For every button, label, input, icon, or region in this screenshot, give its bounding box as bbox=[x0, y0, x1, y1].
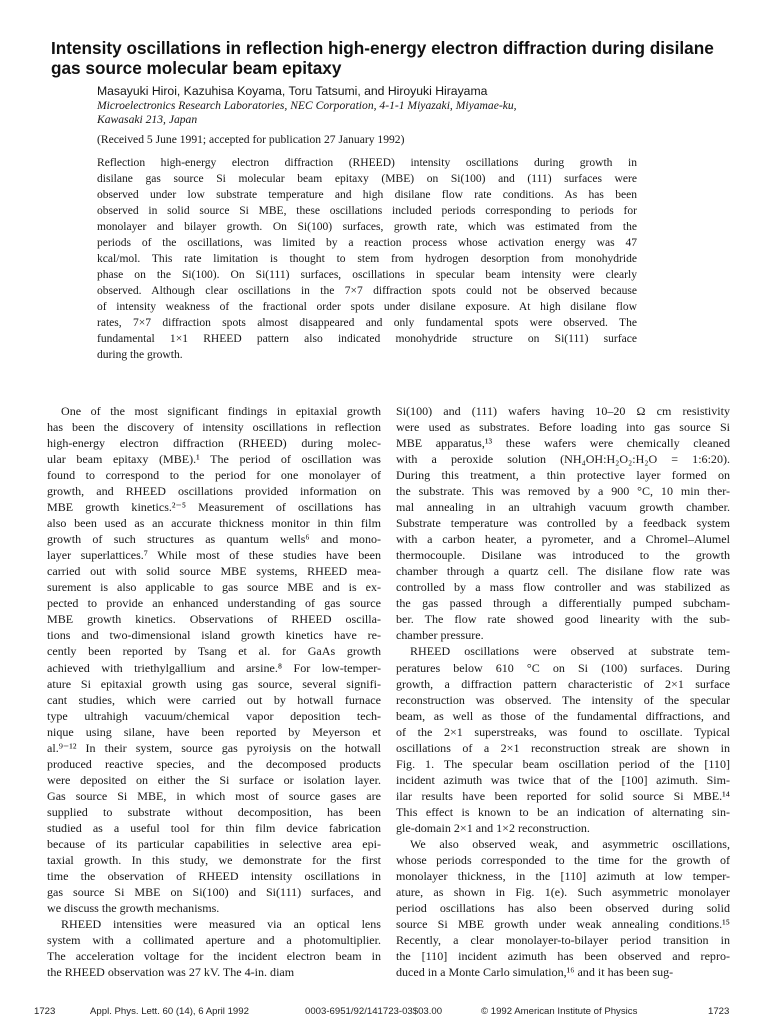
abstract-line: observed. Although clear oscillations in the 7×7 diffraction spots could not be observed because bbox=[97, 285, 637, 297]
page-number-left: 1723 bbox=[34, 1006, 56, 1017]
left-column bbox=[47, 403, 381, 980]
affiliation bbox=[97, 99, 737, 127]
abstract bbox=[97, 155, 637, 363]
body-text-line: RHEED intensities were measured via an optical lens bbox=[61, 917, 381, 931]
body-text-line: period oscillations has also been observed during solid bbox=[396, 900, 730, 915]
body-text-line: growth of such structures as quantum wells⁶ and mono- bbox=[47, 532, 381, 547]
body-text-line: tions and two-dimensional island growth kinetics have re- bbox=[47, 628, 381, 643]
body-text-line: ature Si epitaxial growth using gas source, several signifi- bbox=[47, 676, 381, 691]
page-footer bbox=[0, 1005, 775, 1021]
body-text-line: produced reactive species, and the decomposed products bbox=[47, 756, 381, 771]
body-text-line: of the 2×1 superstreaks, was found to oscillate. Typical bbox=[396, 724, 730, 739]
body-text-line: whose periods corresponded to the time for the growth of bbox=[396, 852, 730, 867]
body-text-line: ber. The flow rate showed good linearity with the sub- bbox=[396, 612, 730, 627]
body-text-line: the gas passed through a differentially pumped subcham- bbox=[396, 596, 730, 611]
body-text-line: surement is also applicable to gas source MBE and is ex- bbox=[47, 580, 381, 595]
body-text-line: studied as a useful tool for thin film device fabrication bbox=[47, 820, 381, 835]
body-text-line: with a peroxide solution (NH₄OH:H₂O₂:H₂O = 1:6:20). bbox=[396, 452, 730, 467]
body-text-line: pected to provide an enhanced understanding of gas source bbox=[47, 596, 381, 611]
body-text-line: We also observed weak, and asymmetric oscillations, bbox=[410, 836, 730, 851]
body-text-line: al.⁹⁻¹² In their system, source gas pyroiysis on the hotwall bbox=[47, 740, 381, 755]
body-text-line: chamber through a quartz cell. The disilane flow rate was bbox=[396, 564, 730, 579]
body-text-line: the [110] incident azimuth has been observed and repro- bbox=[396, 949, 730, 964]
body-text-line: nique using silane, have been reported by Meyerson et bbox=[47, 724, 381, 739]
body-text-line: cently been reported by Tsang et al. for GaAs growth bbox=[47, 644, 381, 659]
copyright-notice: © 1992 American Institute of Physics bbox=[481, 1006, 638, 1017]
body-text-line: source Si MBE growth under weak annealing conditions.¹⁵ bbox=[396, 917, 730, 931]
body-text-line: During this treatment, a thin protective layer formed on bbox=[396, 468, 730, 483]
body-text-line: were deposited on either the Si surface or isolation layer. bbox=[47, 772, 381, 787]
body-text-line: found to correspond to the period for one monolayer of bbox=[47, 468, 381, 483]
body-text-line: thermocouple. Disilane was introduced to the growth bbox=[396, 548, 730, 563]
abstract-line: kcal/mol. This rate limitation is thought to stem from hydrogen desorption from monohydride bbox=[97, 253, 637, 265]
body-text-line: gas source Si MBE on Si(100) and Si(111) surfaces, and bbox=[47, 884, 381, 899]
body-text-line: type ultrahigh vacuum/chemical vapor deposition tech- bbox=[47, 708, 381, 723]
body-text-line: MBE growth kinetics. Observations of RHEED oscilla- bbox=[47, 612, 381, 627]
article-code: 0003-6951/92/141723-03$03.00 bbox=[305, 1006, 443, 1017]
body-text-line: This effect is known to be an indication of alternating sin- bbox=[396, 804, 730, 819]
body-text-line: peratures below 610 °C on Si (100) surfaces. During bbox=[396, 660, 730, 675]
abstract-line: observed in solid source Si MBE, these oscillations included periods corresponding to periods for bbox=[97, 205, 637, 217]
body-text-line: were used as substrates. Before loading into gas source Si bbox=[396, 420, 730, 435]
body-text-line: supplied to substrate without decomposition, has been bbox=[47, 804, 381, 819]
body-text-line: Substrate temperature was controlled by a feedback system bbox=[396, 516, 730, 531]
abstract-line: phase on the Si(100). On Si(111) surfaces, oscillations in specular beam intensity were clearly bbox=[97, 269, 637, 281]
body-text-line: ular beam epitaxy (MBE).¹ The period of oscillation was bbox=[47, 452, 381, 467]
abstract-line: periods of the oscillations, was limited by a reaction process whose activation energy was 47 bbox=[97, 237, 637, 249]
body-text-line: RHEED oscillations were observed at substrate tem- bbox=[410, 644, 730, 659]
body-text-line: ilar results have been reported for solid source Si MBE.¹⁴ bbox=[396, 788, 730, 803]
body-text-line: beam, as well as those of the fundamental diffractions, and bbox=[396, 708, 730, 723]
body-text-line: because of its particular capabilities in selective area epi- bbox=[47, 836, 381, 851]
body-text-line: carried out with solid source MBE systems, RHEED mea- bbox=[47, 564, 381, 579]
body-text-line: MBE apparatus,¹³ these wafers were chemically cleaned bbox=[396, 436, 730, 451]
body-text-line: taxial growth. In this study, we demonstrate for the first bbox=[47, 852, 381, 867]
body-text-line: MBE growth kinetics.²⁻⁵ Measurement of oscillations has bbox=[47, 500, 381, 515]
abstract-line: monolayer and bilayer growth. On Si(100) surfaces, growth rate, which was estimated from the bbox=[97, 221, 637, 233]
body-text-line: The acceleration voltage for the incident electron beam in bbox=[47, 949, 381, 964]
body-text-line: reconstruction was observed. The intensity of the specular bbox=[396, 692, 730, 707]
body-text-line: chamber pressure. bbox=[396, 628, 484, 643]
abstract-line: observed under low substrate temperature and high disilane flow rate conditions. As has been bbox=[97, 189, 637, 201]
abstract-line: during the growth. bbox=[97, 349, 183, 361]
author-list: Masayuki Hiroi, Kazuhisa Koyama, Toru Tatsumi, and Hiroyuki Hirayama bbox=[97, 84, 488, 98]
body-text-line: we discuss the growth mechanisms. bbox=[47, 900, 220, 915]
body-text-line: high-energy electron diffraction (RHEED) during molec- bbox=[47, 436, 381, 451]
body-text-line: layer superlattices.⁷ While most of these studies have been bbox=[47, 548, 381, 563]
abstract-line: Reflection high-energy electron diffraction (RHEED) intensity oscillations during growth in bbox=[97, 157, 637, 169]
body-text-line: One of the most significant findings in epitaxial growth bbox=[61, 404, 381, 418]
body-text-line: has been the discovery of intensity oscillations in reflection bbox=[47, 420, 381, 435]
body-text-line: the substrate. This was removed by a 900 °C, 10 min ther- bbox=[396, 484, 730, 499]
body-text-line: with a carbon heater, a pyrometer, and a Chromel–Alumel bbox=[396, 532, 730, 547]
body-text-line: Gas source Si MBE, in which most of source gases are bbox=[47, 788, 381, 803]
body-text-line: Recently, a clear monolayer-to-bilayer period transition in bbox=[396, 933, 730, 948]
abstract-line: disilane gas source Si molecular beam epitaxy (MBE) on Si(100) and (111) surfaces were bbox=[97, 173, 637, 185]
body-text-line: gle-domain 2×1 and 1×2 reconstruction. bbox=[396, 820, 590, 835]
body-text-line: mal annealing in an ultrahigh vacuum growth chamber. bbox=[396, 500, 730, 515]
body-text-line: incident azimuth was twice that of the [100] azimuth. Sim- bbox=[396, 772, 730, 787]
body-text-line: monolayer thickness, in the [110] azimuth at low temper- bbox=[396, 868, 730, 883]
body-text-line: duced in a Monte Carlo simulation,¹⁶ and it has been sug- bbox=[396, 965, 674, 980]
body-text-line: growth, a diffraction pattern characteristic of 2×1 surface bbox=[396, 676, 730, 691]
body-text-line: controlled by a mass flow controller and was stabilized as bbox=[396, 580, 730, 595]
right-column bbox=[396, 403, 730, 980]
affiliation-line: Microelectronics Research Laboratories, NEC Corporation, 4-1-1 Miyazaki, Miyamae-ku, bbox=[97, 99, 517, 112]
abstract-line: rates, 7×7 diffraction spots almost disappeared and only fundamental spots were observed. The bbox=[97, 317, 637, 329]
affiliation-line: Kawasaki 213, Japan bbox=[97, 113, 198, 126]
body-text-line: Si(100) and (111) wafers having 10–20 Ω cm resistivity bbox=[396, 404, 730, 418]
body-text-line: time the observation of RHEED intensity oscillations in bbox=[47, 868, 381, 883]
abstract-line: fundamental 1×1 RHEED pattern also indicated monohydride structure on Si(111) surface bbox=[97, 333, 637, 345]
body-text-line: cant studies, which were carried out by hotwall furnace bbox=[47, 692, 381, 707]
received-dates: (Received 5 June 1991; accepted for publication 27 January 1992) bbox=[97, 133, 405, 146]
body-text-line: system with a collimated aperture and a photomultiplier. bbox=[47, 933, 381, 948]
body-text-line: oscillations of a 2×1 reconstruction streak are shown in bbox=[396, 740, 730, 755]
body-text-line: ature, as shown in Fig. 1(e). Such asymmetric monolayer bbox=[396, 884, 730, 899]
body-text-line: the RHEED observation was 27 kV. The 4-in. diam bbox=[47, 965, 295, 980]
page-number-right: 1723 bbox=[708, 1006, 730, 1017]
body-text-line: growth, and RHEED oscillations provided information on bbox=[47, 484, 381, 499]
body-text-line: Fig. 1. The specular beam oscillation period of the [110] bbox=[396, 756, 730, 771]
body-text-line: also been used as an accurate thickness monitor in thin film bbox=[47, 516, 381, 531]
journal-citation: Appl. Phys. Lett. 60 (14), 6 April 1992 bbox=[90, 1006, 249, 1017]
article-title: Intensity oscillations in reflection high-energy electron diffraction during disilane gas source molecular beam epitaxy bbox=[51, 38, 714, 78]
body-text-line: achieved with triethylgallium and arsine.⁸ For low-temper- bbox=[47, 660, 381, 675]
abstract-line: of intensity weakness of the fractional order spots under disilane exposure. At high disilane flow bbox=[97, 301, 637, 313]
